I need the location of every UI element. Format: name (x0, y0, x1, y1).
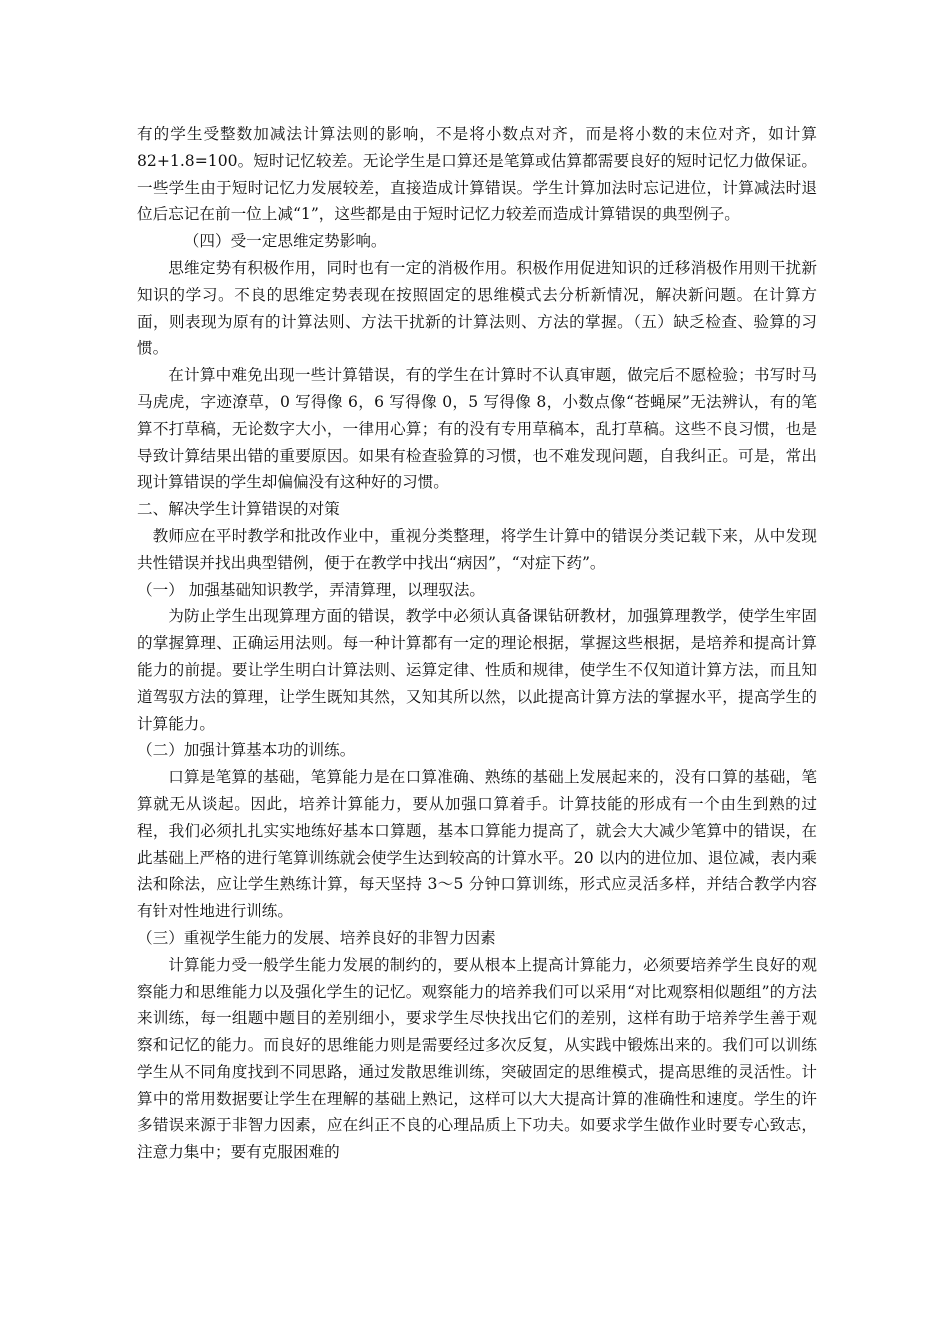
paragraph-arithmetic-principles: 为防止学生出现算理方面的错误，教学中必须认真备课钻研教材，加强算理教学，使学生牢固的掌握算理、正确运用法则。每一种计算都有一定的理论根据，掌握这些根据，是培养和提高计算能力的前提。要让学生明白计算法则、运算定律、性质和规律，使学生不仅知道计算方法，而且知道驾驭方法的算理，让学生既知其然，又知其所以然，以此提高计算方法的掌握水平，提高学生的计算能力。 (137, 607, 817, 733)
paragraph-short-term-memory: 有的学生受整数加减法计算法则的影响，不是将小数点对齐，而是将小数的末位对齐，如计算 82+1.8=100。短时记忆较差。无论学生是口算还是笔算或估算都需要良好的短时记忆力做保证。一些学生由于短时记忆力发展较差，直接造成计算错误。学生计算加法时忘记进位，计算减法时退位后忘记在前一位上减“1”，这些都是由于短时记忆力较差而造成计算错误的典型例子。 (137, 125, 817, 224)
paragraph-checking-habits: 在计算中难免出现一些计算错误，有的学生在计算时不认真审题，做完后不愿检验；书写时马马虎虎，字迹潦草，0 写得像 6，6 写得像 0，5 写得像 8，小数点像“苍蝇屎”无法辨认，有的笔算不打草稿，无论数字大小，一律用心算；有的没有专用草稿本，乱打草稿。这些不良习惯，也是导致计算结果出错的重要原因。如果有检查验算的习惯，也不难发现问题，自我纠正。可是，常出现计算错误的学生却偏偏没有这种好的习惯。 (137, 366, 817, 492)
paragraph-observation-thinking: 计算能力受一般学生能力发展的制约的，要从根本上提高计算能力，必须要培养学生良好的观察能力和思维能力以及强化学生的记忆。观察能力的培养我们可以采用“对比观察相似题组”的方法来训练，每一组题中题目的差别细小，要求学生尽快找出它们的差别，这样有助于培养学生善于观察和记忆的能力。而良好的思维能力则是需要经过多次反复，从实践中锻炼出来的。我们可以训练学生从不同角度找到不同思路，通过发散思维训练，突破固定的思维模式，提高思维的灵活性。计算中的常用数据要让学生在理解的基础上熟记，这样可以大大提高计算的准确性和速度。学生的许多错误来源于非智力因素，应在纠正不良的心理品质上下功夫。如要求学生做作业时要专心致志，注意力集中；要有克服困难的 (137, 955, 817, 1162)
document-page (137, 121, 817, 1166)
paragraph-thinking-set: 思维定势有积极作用，同时也有一定的消极作用。积极作用促进知识的迁移消极作用则干扰新知识的学习。不良的思维定势表现在按照固定的思维模式去分析新情况，解决新问题。在计算方面，则表现为原有的计算法则、方法干扰新的计算法则、方法的掌握。（五）缺乏检查、验算的习惯。 (137, 258, 817, 358)
section-heading-solutions: 二、解决学生计算错误的对策 (137, 500, 340, 519)
subheading-ability-development: （三）重视学生能力的发展、培养良好的非智力因素 (137, 928, 496, 947)
paragraph-oral-calculation: 口算是笔算的基础，笔算能力是在口算准确、熟练的基础上发展起来的，没有口算的基础，笔算就无从谈起。因此，培养计算能力，要从加强口算着手。计算技能的形成有一个由生到熟的过程，我们必须扎扎实实地练好基本口算题，基本口算能力提高了，就会大大减少笔算中的错误，在此基础上严格的进行笔算训练就会使学生达到较高的计算水平。20 以内的进位加、退位减，表内乘法和除法，应让学生熟练计算，每天坚持 3～5 分钟口算训练，形式应灵活多样，并结合教学内容有针对性地进行训练。 (137, 768, 817, 921)
heading-thinking-set: （四）受一定思维定势影响。 (183, 232, 387, 251)
subheading-basic-skills: （二）加强计算基本功的训练。 (137, 741, 356, 760)
paragraph-teacher-classify: 教师应在平时教学和批改作业中，重视分类整理，将学生计算中的错误分类记载下来，从中发现共性错误并找出典型错例，便于在教学中找出“病因”，“对症下药”。 (137, 526, 817, 572)
subheading-basic-knowledge: （一） 加强基础知识教学，弄清算理，以理驭法。 (137, 580, 486, 599)
